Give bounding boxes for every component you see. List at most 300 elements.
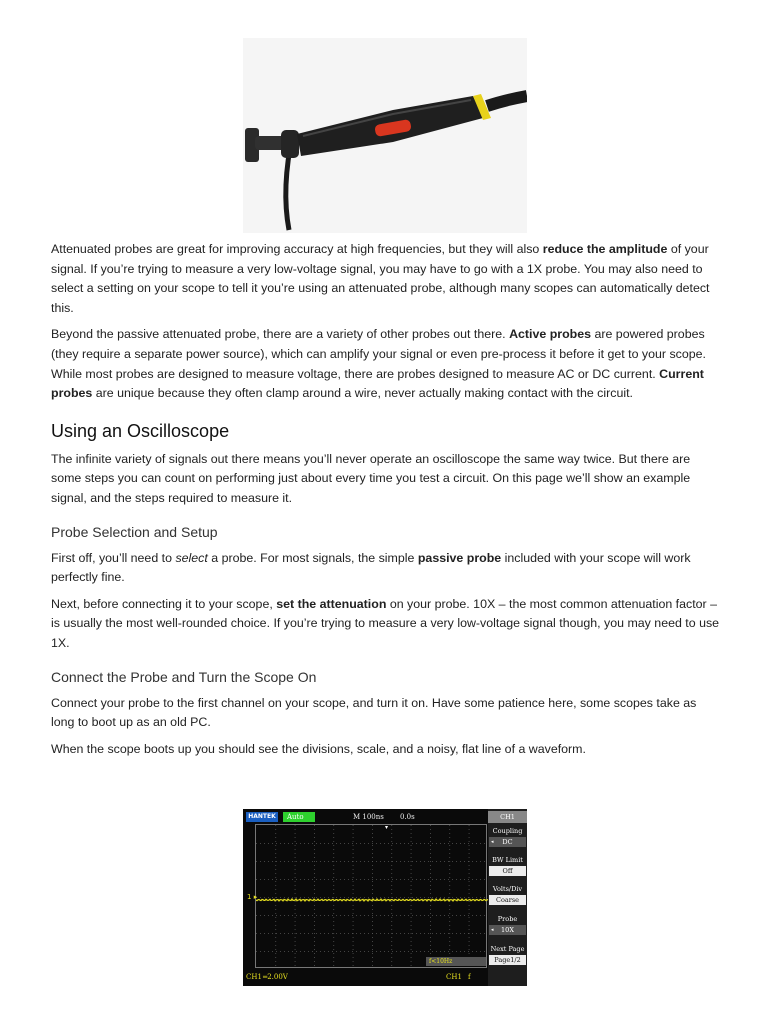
grid-dot [449,945,450,946]
grid-dot [404,861,405,862]
grid-dot [272,933,273,934]
grid-dot [449,825,450,826]
grid-dot [353,917,354,918]
grid-dot [314,897,315,898]
grid-dot [296,933,297,934]
grid-dot [376,879,377,880]
grid-dot [328,861,329,862]
grid-dot [275,857,276,858]
grid-dot [372,833,373,834]
grid-dot [449,933,450,934]
grid-dot [332,897,333,898]
grid-dot [456,933,457,934]
grid-dot [288,897,289,898]
grid-dot [304,879,305,880]
grid-dot [430,845,431,846]
grid-dot [436,879,437,880]
grid-dot [332,861,333,862]
grid-dot [469,833,470,834]
bold-passive-probe: passive probe [417,550,502,565]
grid-dot [295,917,296,918]
grid-dot [372,861,373,862]
grid-dot [333,877,334,878]
grid-dot [352,951,353,952]
grid-dot [411,873,412,874]
grid-dot [333,933,334,934]
grid-dot [456,897,457,898]
grid-dot [333,941,334,942]
grid-dot [372,869,373,870]
grid-dot [275,865,276,866]
grid-dot [424,861,425,862]
grid-dot [295,869,296,870]
grid-dot [295,909,296,910]
grid-dot [295,905,296,906]
grid-dot [484,915,485,916]
grid-dot [288,879,289,880]
grid-dot [372,913,373,914]
grid-dot [280,879,281,880]
grid-dot [352,879,353,880]
grid-dot [400,915,401,916]
grid-dot [430,893,431,894]
grid-dot [391,849,392,850]
grid-dot [449,925,450,926]
grid-dot [436,843,437,844]
grid-dot [468,915,469,916]
grid-dot [469,865,470,866]
grid-dot [344,897,345,898]
grid-dot [468,843,469,844]
article-body [51,240,721,766]
grid-dot [340,843,341,844]
grid-dot [353,953,354,954]
grid-dot [412,879,413,880]
grid-dot [469,841,470,842]
grid-dot [424,915,425,916]
grid-dot [476,843,477,844]
grid-dot [444,861,445,862]
grid-dot [364,897,365,898]
grid-dot [264,951,265,952]
grid-dot [380,933,381,934]
grid-dot [314,929,315,930]
grid-dot [428,951,429,952]
grid-dot [295,957,296,958]
grid-dot [272,897,273,898]
grid-dot [376,915,377,916]
grid-dot [336,897,337,898]
grid-dot [411,829,412,830]
grid-dot [275,953,276,954]
grid-dot [432,897,433,898]
grid-dot [469,829,470,830]
grid-dot [430,917,431,918]
grid-dot [469,905,470,906]
grid-dot [372,933,373,934]
menu-bw-limit[interactable]: BW Limit Off [488,854,527,876]
grid-dot [353,937,354,938]
grid-dot [280,861,281,862]
grid-dot [430,853,431,854]
grid-dot [411,921,412,922]
grid-dot [275,869,276,870]
grid-dot [353,925,354,926]
grid-dot [416,915,417,916]
grid-dot [295,941,296,942]
grid-dot [275,885,276,886]
grid-dot [360,951,361,952]
grid-dot [324,951,325,952]
grid-dot [430,885,431,886]
grid-dot [484,843,485,844]
grid-dot [469,941,470,942]
grid-dot [476,897,477,898]
grid-dot [353,877,354,878]
grid-dot [272,843,273,844]
grid-dot [260,897,261,898]
grid-dot [449,861,450,862]
grid-dot [430,905,431,906]
grid-dot [411,949,412,950]
grid-dot [449,869,450,870]
grid-dot [308,861,309,862]
grid-dot [304,933,305,934]
grid-dot [353,945,354,946]
grid-dot [360,843,361,844]
probe-photo [243,38,527,233]
grid-dot [372,961,373,962]
grid-dot [295,881,296,882]
grid-dot [396,915,397,916]
grid-dot [392,879,393,880]
grid-dot [420,933,421,934]
grid-dot [391,929,392,930]
grid-dot [336,861,337,862]
scope-grid [255,824,487,968]
grid-dot [469,845,470,846]
grid-dot [456,915,457,916]
grid-dot [456,951,457,952]
grid-dot [316,843,317,844]
grid-dot [296,861,297,862]
grid-dot [356,951,357,952]
grid-dot [372,865,373,866]
grid-dot [404,933,405,934]
grid-dot [332,843,333,844]
grid-dot [469,837,470,838]
grid-dot [314,829,315,830]
grid-dot [314,965,315,966]
grid-dot [448,897,449,898]
grid-dot [391,873,392,874]
grid-dot [275,833,276,834]
grid-dot [296,915,297,916]
grid-dot [411,901,412,902]
grid-dot [292,879,293,880]
grid-dot [275,929,276,930]
grid-dot [476,915,477,916]
grid-dot [404,951,405,952]
grid-dot [316,915,317,916]
grid-dot [314,933,315,934]
grid-dot [391,905,392,906]
grid-dot [484,951,485,952]
grid-dot [368,951,369,952]
grid-dot [295,873,296,874]
grid-dot [408,861,409,862]
paragraph-other-probes: Beyond the passive attenuated probe, there are a variety of other probes out there. Active probes are powered probes (they require a separate power source), which can amplify your signal or even pre-process it before it get to your scope. While most probes are designed to measure voltage, there are probes designed to measure AC or DC current. Current probes are unique because they often clamp around a wire, never actually making contact with the circuit. [51,327,706,401]
grid-dot [449,845,450,846]
grid-dot [314,849,315,850]
bold-reduce-amplitude: reduce the amplitude [542,242,668,256]
grid-dot [380,843,381,844]
grid-dot [449,913,450,914]
grid-dot [484,933,485,934]
grid-dot [436,933,437,934]
grid-dot [428,843,429,844]
grid-dot [411,861,412,862]
menu-volts-div[interactable]: Volts/Div Coarse [488,883,527,905]
grid-dot [384,879,385,880]
grid-dot [468,951,469,952]
grid-dot [411,897,412,898]
grid-dot [296,843,297,844]
grid-dot [328,879,329,880]
grid-dot [391,917,392,918]
grid-dot [353,849,354,850]
grid-dot [411,965,412,966]
grid-dot [372,965,373,966]
grid-dot [372,885,373,886]
grid-dot [268,951,269,952]
grid-dot [336,933,337,934]
grid-dot [368,861,369,862]
grid-dot [440,897,441,898]
grid-dot [353,885,354,886]
grid-dot [275,829,276,830]
grid-dot [312,915,313,916]
grid-dot [476,861,477,862]
grid-dot [396,879,397,880]
grid-dot [391,877,392,878]
grid-dot [432,879,433,880]
grid-dot [424,879,425,880]
grid-dot [292,915,293,916]
grid-dot [314,957,315,958]
menu-probe[interactable]: Probe ◂ 10X [488,913,527,935]
grid-dot [408,879,409,880]
grid-dot [449,949,450,950]
grid-dot [430,897,431,898]
grid-dot [440,879,441,880]
grid-dot [476,879,477,880]
grid-dot [320,897,321,898]
grid-dot [314,937,315,938]
grid-dot [391,881,392,882]
grid-dot [328,951,329,952]
grid-dot [388,915,389,916]
grid-dot [314,889,315,890]
grid-dot [411,833,412,834]
grid-dot [380,897,381,898]
grid-dot [460,879,461,880]
grid-dot [452,933,453,934]
grid-dot [430,941,431,942]
grid-dot [464,843,465,844]
grid-dot [352,915,353,916]
grid-dot [449,881,450,882]
grid-dot [333,825,334,826]
grid-dot [411,845,412,846]
grid-dot [368,897,369,898]
grid-dot [295,877,296,878]
scope-timebase: M 100ns [353,813,384,821]
menu-coupling[interactable]: Coupling ◂ DC [488,825,527,847]
grid-dot [280,933,281,934]
grid-dot [275,853,276,854]
grid-dot [420,861,421,862]
grid-dot [372,881,373,882]
grid-dot [275,925,276,926]
grid-dot [432,843,433,844]
grid-dot [314,945,315,946]
grid-dot [456,861,457,862]
grid-dot [276,861,277,862]
grid-dot [411,825,412,826]
grid-dot [324,933,325,934]
grid-dot [408,951,409,952]
grid-dot [411,945,412,946]
grid-dot [292,933,293,934]
grid-dot [272,915,273,916]
grid-dot [314,857,315,858]
grid-dot [353,961,354,962]
grid-dot [469,825,470,826]
grid-dot [372,889,373,890]
grid-dot [304,915,305,916]
grid-dot [448,933,449,934]
grid-dot [333,921,334,922]
grid-dot [469,881,470,882]
grid-dot [372,953,373,954]
grid-dot [472,861,473,862]
bold-current-probes: Current probes [51,366,704,401]
grid-dot [411,865,412,866]
grid-dot [314,925,315,926]
grid-dot [391,957,392,958]
grid-dot [312,843,313,844]
grid-dot [411,881,412,882]
menu-next-page[interactable]: Next Page Page1/2 [490,945,525,964]
grid-dot [304,897,305,898]
grid-dot [440,915,441,916]
grid-dot [430,949,431,950]
grid-dot [452,915,453,916]
grid-dot [391,837,392,838]
grid-dot [416,879,417,880]
grid-dot [275,889,276,890]
grid-dot [484,897,485,898]
grid-dot [314,881,315,882]
grid-dot [368,843,369,844]
grid-dot [449,909,450,910]
grid-dot [391,937,392,938]
grid-dot [412,861,413,862]
grid-dot [312,951,313,952]
grid-dot [372,917,373,918]
grid-dot [424,951,425,952]
grid-dot [411,837,412,838]
grid-dot [430,881,431,882]
grid-dot [449,889,450,890]
grid-dot [392,843,393,844]
grid-dot [314,949,315,950]
grid-dot [284,879,285,880]
grid-dot [333,901,334,902]
grid-dot [476,933,477,934]
grid-dot [353,881,354,882]
grid-dot [430,869,431,870]
grid-dot [333,949,334,950]
grid-dot [364,933,365,934]
heading-probe-selection: Probe Selection and Setup [51,523,218,540]
grid-dot [288,951,289,952]
grid-dot [275,825,276,826]
grid-dot [448,951,449,952]
grid-dot [391,869,392,870]
grid-dot [392,861,393,862]
grid-dot [288,933,289,934]
grid-dot [320,861,321,862]
grid-dot [376,897,377,898]
grid-dot [333,925,334,926]
grid-dot [333,849,334,850]
grid-dot [333,833,334,834]
grid-dot [469,877,470,878]
grid-dot [452,951,453,952]
grid-dot [449,865,450,866]
grid-dot [372,905,373,906]
grid-dot [332,933,333,934]
grid-dot [320,843,321,844]
grid-dot [275,841,276,842]
grid-dot [333,873,334,874]
grid-dot [372,921,373,922]
grid-dot [284,933,285,934]
grid-dot [292,861,293,862]
grid-dot [353,913,354,914]
grid-dot [295,945,296,946]
grid-dot [300,933,301,934]
grid-dot [411,849,412,850]
status-channel: CH1 [246,973,262,981]
scope-side-menu [488,809,527,986]
grid-dot [430,933,431,934]
grid-dot [275,921,276,922]
grid-dot [276,915,277,916]
grid-dot [292,843,293,844]
grid-dot [320,933,321,934]
grid-dot [275,949,276,950]
grid-dot [275,881,276,882]
grid-dot [320,915,321,916]
grid-dot [280,951,281,952]
grid-dot [432,915,433,916]
grid-dot [300,879,301,880]
grid-dot [295,933,296,934]
grid-dot [353,853,354,854]
